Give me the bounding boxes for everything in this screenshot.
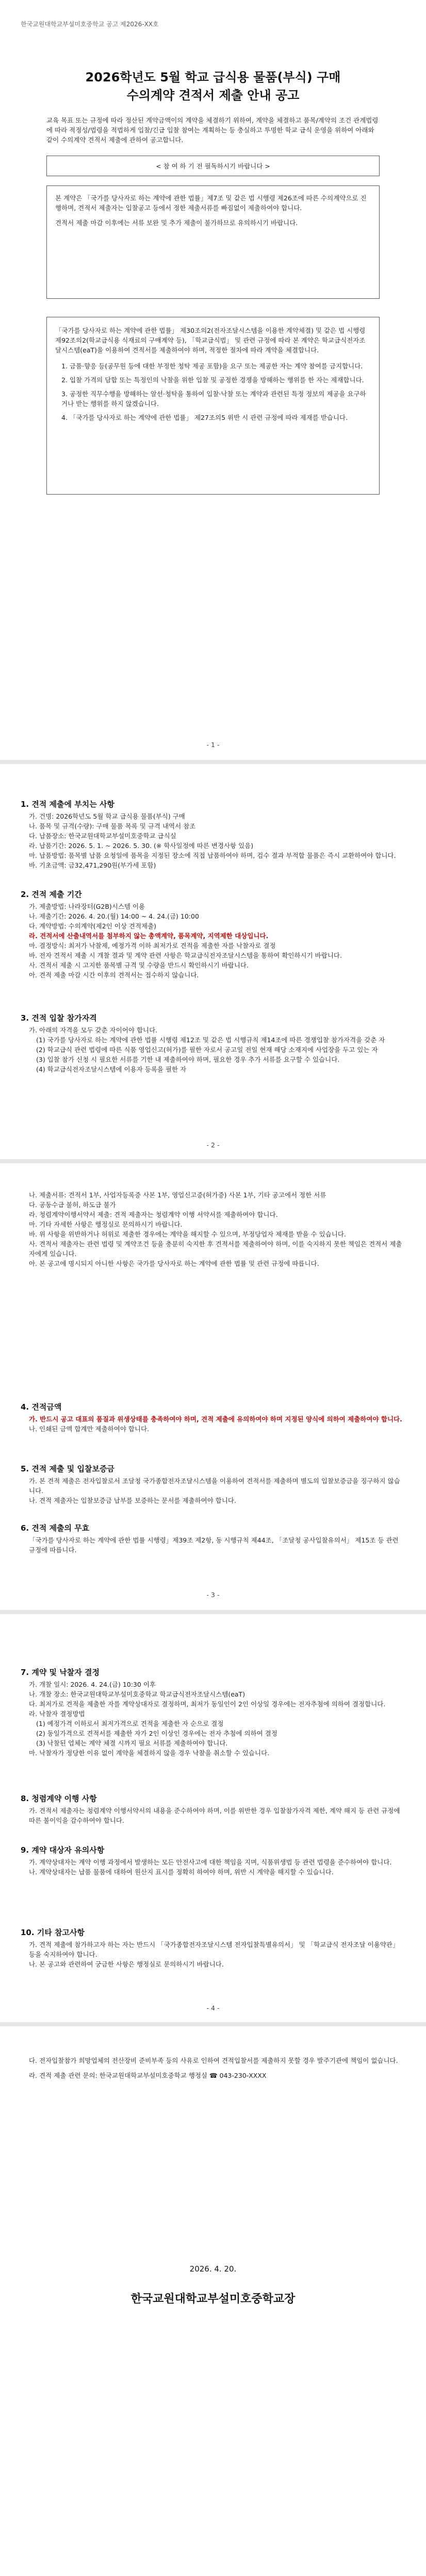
section-6-title: 6. 견적 제출의 무효 xyxy=(21,1523,90,1533)
section-10-list xyxy=(29,1940,405,1969)
section-8-text: 가. 견적서 제출자는 청렴계약 이행서약서의 내용을 준수하여야 하며, 이를 위반한 경우 입찰참가자격 제한, 계약 해지 등 관련 규정에 따른 불이익을 감수하여야 합니다. xyxy=(29,1807,400,1824)
section-10-title: 10. 기타 참고사항 xyxy=(21,1928,85,1937)
notice-box-2 xyxy=(46,317,380,495)
section-2-item: 사. 견적서 제출 시 고지한 품목별 규격 및 수량을 반드시 확인하시기 바랍니다. xyxy=(29,961,249,969)
section-8-title: 8. 청렴계약 이행 사항 xyxy=(21,1794,97,1803)
section-9-title: 9. 계약 대상자 유의사항 xyxy=(21,1845,105,1855)
section-7-item: 가. 개찰 일시: 2026. 4. 24.(금) 10:30 이후 xyxy=(29,1681,156,1688)
closing-notes xyxy=(29,2056,405,2080)
notice-box-1-p2: 견적서 제출 마감 이후에는 서류 보완 및 추가 제출이 불가하므로 유의하시기 바랍니다. xyxy=(55,219,298,227)
section-5-list xyxy=(29,1476,405,1505)
section-7-item: 다. 최저가로 견적을 제출한 자를 계약상대자로 결정하며, 최저가 동일인이 2인 이상일 경우에는 전자추첨에 의하여 결정합니다. xyxy=(29,1700,386,1708)
section-4-title: 4. 견적금액 xyxy=(21,1402,62,1412)
section-3-list xyxy=(29,1025,405,1074)
section-2-item: 마. 결정방식: 최저가 낙찰제, 예정가격 이하 최저가로 견적을 제출한 자를 낙찰자로 결정 xyxy=(29,942,276,950)
section-7-list xyxy=(29,1680,405,1758)
section-3-item: (2) 학교급식 관련 법령에 따른 식품 영업신고(허가)를 필한 자로서 공고일 전일 현재 해당 소재지에 사업장을 두고 있는 자 xyxy=(36,1046,378,1054)
section-6-text: 「국가를 당사자로 하는 계약에 관한 법률 시행령」제39조 제2항, 동 시행규칙 제44조, 「조달청 공사입찰유의서」 제15조 등 관련 규정에 따릅니다. xyxy=(29,1536,399,1554)
notice-list-item: 2. 입찰 가격의 담합 또는 특정인의 낙찰을 위한 입찰 및 공정한 경쟁을 방해하는 행위를 한 자는 제재합니다. xyxy=(61,376,364,384)
section-1-title: 1. 견적 제출에 부치는 사항 xyxy=(21,800,114,809)
intro-paragraph: 교육 목표 또는 규정에 따라 정산된 계약금액이의 계약을 체결하기 위하여, 계약을 체결하고 품목/계약의 조건 관계법령에 따라 적정성/법령을 적법하게 입찰/긴급 입찰 참여는 계획하는 등 충실하고 투명한 학교 급식 운영을 위하여 아래와 같이 수의계약 견적서 제출에 관하여 공고합니다. xyxy=(46,116,379,144)
section-2-item: 아. 견적 제출 마감 시간 이후의 견적서는 접수하지 않습니다. xyxy=(29,971,199,979)
section-3-item: (3) 입찰 참가 신청 시 필요한 서류를 기한 내 제출하여야 하며, 필요한 경우 추가 서류를 요구할 수 있습니다. xyxy=(36,1056,340,1063)
section-1-item: 가. 건명: 2026학년도 5월 학교 급식용 물품(부식) 구매 xyxy=(29,812,185,820)
section-4-list xyxy=(29,1414,405,1434)
page-divider xyxy=(0,1610,426,1614)
section-10-item: 나. 본 공고와 관련하여 궁금한 사항은 행정실로 문의하시기 바랍니다. xyxy=(29,1960,224,1968)
section-2-list xyxy=(29,902,405,980)
section-7-item: (3) 낙찰된 업체는 계약 체결 시까지 필요 서류를 제출하여야 합니다. xyxy=(36,1739,228,1747)
closing-contact: 라. 견적 제출 관련 문의: 한국교원대학교부설미호중학교 행정실 ☎ 043-230-XXXX xyxy=(29,2072,267,2079)
page-divider xyxy=(0,760,426,764)
section-3-title: 3. 견적 입찰 참가자격 xyxy=(21,1013,97,1023)
section-9-item: 가. 계약상대자는 계약 이행 과정에서 발생하는 모든 안전사고에 대한 책임을 지며, 식품위생법 등 관련 법령을 준수하여야 합니다. xyxy=(29,1858,392,1866)
page-number: - 4 - xyxy=(206,2004,220,2012)
section-3b-item: 라. 청렴계약이행서약서 제출: 견적 제출자는 청렴계약 이행 서약서를 제출하여야 합니다. xyxy=(29,1211,278,1218)
page-divider xyxy=(0,1159,426,1163)
page-divider xyxy=(0,2022,426,2026)
notice-list-item: 3. 공정한 직무수행을 방해하는 알선·청탁을 통하여 입찰·낙찰 또는 계약과 관련된 특정 정보의 제공을 요구하거나 받는 행위를 하지 않겠습니다. xyxy=(61,390,366,408)
section-3-item: (1) 국가를 당사자로 하는 계약에 관한 법률 시행령 제12조 및 같은 법 시행규칙 제14조에 따른 경쟁입찰 참가자격을 갖춘 자 xyxy=(36,1036,385,1044)
header-reference: 한국교원대학교부설미호중학교 공고 제2026-XX호 xyxy=(21,21,159,28)
notice-box-1-p1: 본 계약은 「국가를 당사자로 하는 계약에 관한 법률」제7조 및 같은 법 시행령 제26조에 따른 수의계약으로 진행하며, 견적서 제출자는 입찰공고 등에서 정한 제출서류를 빠짐없이 제출하여야 합니다. xyxy=(55,194,367,212)
page-number: - 1 - xyxy=(206,741,220,749)
section-7-item: 나. 개찰 장소: 한국교원대학교부설미호중학교 학교급식전자조달시스템(eaT) xyxy=(29,1690,245,1698)
section-7-item: 마. 낙찰자가 정당한 이유 없이 계약을 체결하지 않을 경우 낙찰을 취소할 수 있습니다. xyxy=(29,1749,270,1757)
issue-date: 2026. 4. 20. xyxy=(189,2264,237,2274)
section-1-item: 바. 기초금액: 금32,471,290원(부가세 포함) xyxy=(29,861,156,869)
section-7-title: 7. 계약 및 낙찰자 결정 xyxy=(21,1668,100,1677)
section-10-item: 가. 견적 제출에 참가하고자 하는 자는 반드시 「국가종합전자조달시스템 전자입찰특별유의서」 및 「학교급식 전자조달 이용약관」 등을 숙지하여야 합니다. xyxy=(29,1941,399,1958)
section-5-item: 가. 본 견적 제출은 전자입찰로서 조달청 국가종합전자조달시스템을 이용하여 견적서를 제출하며 별도의 입찰보증금을 징구하지 않습니다. xyxy=(29,1477,400,1495)
section-3b-list xyxy=(29,1190,405,1268)
notice-header-text: < 참 여 하 기 전 필독하시기 바랍니다 > xyxy=(156,162,270,170)
page-number: - 2 - xyxy=(206,1141,220,1149)
section-2-item: 다. 계약방법: 수의계약(제2인 이상 견적제출) xyxy=(29,922,157,930)
page-number: - 3 - xyxy=(206,1591,220,1599)
section-2-item: 나. 제출기간: 2026. 4. 20.(월) 14:00 ~ 4. 24.(금) 10:00 xyxy=(29,912,199,920)
section-4-item: 나. 인쇄된 금액 합계만 제출하여야 합니다. xyxy=(29,1425,150,1433)
section-3b-item: 아. 본 공고에 명시되지 아니한 사항은 국가를 당사자로 하는 계약에 관한 법률 및 관련 규정에 따릅니다. xyxy=(29,1260,319,1267)
section-1-item: 마. 납품방법: 품목별 납품 요청일에 품목을 지정된 장소에 직접 납품하여야 하며, 검수 결과 부적합 물품은 즉시 교환하여야 합니다. xyxy=(29,852,396,859)
section-2-item: 가. 제출방법: 나라장터(G2B)시스템 이용 xyxy=(29,903,145,910)
section-2-item-highlight: 라. 견적서에 산출내역서를 첨부하지 않는 총액계약, 품목계약, 지역제한 대상입니다. xyxy=(29,932,269,940)
section-9-list xyxy=(29,1857,405,1877)
notice-box-2-p1: 「국가를 당사자로 하는 계약에 관한 법률」 제30조의2(전자조달시스템을 이용한 계약체결) 및 같은 법 시행령 제92조의2(학교급식용 식재료의 구매계약 등), 「학교급식법」 및 관련 규정에 따라 본 계약은 학교급식전자조달시스템(eaT)을 이용하여 견적서를 제출하여야 하며, 적정한 절차에 따라 계약을 체결합니다. xyxy=(55,327,366,354)
notice-box-1 xyxy=(46,185,380,299)
section-1-item: 라. 납품기간: 2026. 5. 1. ~ 2026. 5. 30. (※ 학사일정에 따른 변경사항 있음) xyxy=(29,842,254,850)
section-7-item: 라. 낙찰자 결정방법 xyxy=(29,1710,85,1718)
notice-list-item: 1. 금품·향응 등(공무원 등에 대한 부정한 청탁 제공 포함)을 요구 또는 제공한 자는 계약 참여를 금지합니다. xyxy=(61,362,363,370)
section-4-item-highlight: 가. 반드시 공고 대표의 품질과 위생상태를 충족하여야 하며, 견적 제출에 유의하여야 하며 지정된 양식에 의하여 제출하여야 합니다. xyxy=(29,1415,402,1423)
section-3b-item: 다. 공동수급 불허, 하도급 불가 xyxy=(29,1201,116,1209)
section-3b-item: 나. 제출서류: 견적서 1부, 사업자등록증 사본 1부, 영업신고증(허가증) 사본 1부, 기타 공고에서 정한 서류 xyxy=(29,1191,326,1199)
section-3b-item: 사. 견적서 제출자는 관련 법령 및 계약조건 등을 충분히 숙지한 후 견적서를 제출하여야 하며, 이를 숙지하지 못한 책임은 견적서 제출자에게 있습니다. xyxy=(29,1240,402,1258)
section-2-title: 2. 견적 제출 기간 xyxy=(21,890,82,899)
section-1-item: 다. 납품장소: 한국교원대학교부설미호중학교 급식실 xyxy=(29,832,176,840)
notice-list-item: 4. 「국가를 당사자로 하는 계약에 관한 법률」 제27조의5 위반 시 관련 규정에 따라 제재를 받습니다. xyxy=(61,414,348,421)
page-title-line2: 수의계약 견적서 제출 안내 공고 xyxy=(126,88,300,103)
section-1-list xyxy=(29,811,405,870)
section-5-item: 나. 견적 제출자는 입찰보증금 납부를 보증하는 문서를 제출하여야 합니다. xyxy=(29,1497,236,1504)
section-1-item: 나. 품목 및 규격(수량): 구매 물품 목록 및 규격 내역서 참조 xyxy=(29,822,196,830)
section-3b-item: 마. 기타 자세한 사항은 행정실로 문의하시기 바랍니다. xyxy=(29,1221,183,1228)
page-title-line1: 2026학년도 5월 학교 급식용 물품(부식) 구매 xyxy=(85,70,341,84)
closing-note: 다. 전자입찰참가 희망업체의 전산장비 준비부족 등의 사유로 인하여 견적입찰서를 제출하지 못할 경우 발주기관에 책임이 없습니다. xyxy=(29,2057,398,2064)
section-2-item: 바. 전자 견적서 제출 시 개찰 결과 및 계약 관련 사항은 학교급식전자조달시스템을 통하여 확인하시기 바랍니다. xyxy=(29,952,342,959)
section-3-item: (4) 학교급식전자조달시스템에 이용자 등록을 필한 자 xyxy=(36,1065,187,1073)
section-9-item: 나. 계약상대자는 납품 물품에 대하여 원산지 표시를 정확히 하여야 하며, 위반 시 계약을 해지할 수 있습니다. xyxy=(29,1868,334,1876)
notice-header-box xyxy=(46,156,380,176)
issuer-name: 한국교원대학교부설미호중학교장 xyxy=(130,2293,296,2306)
section-7-item: (2) 동일가격으로 견적서를 제출한 자가 2인 이상인 경우에는 전자 추첨에 의하여 결정 xyxy=(36,1730,277,1737)
section-3-item: 가. 아래의 자격을 모두 갖춘 자이어야 합니다. xyxy=(29,1026,158,1034)
section-3b-item: 바. 위 사항을 위반하거나 허위로 제출한 경우에는 계약을 해지할 수 있으며, 부정당업자 제재를 받을 수 있습니다. xyxy=(29,1230,346,1238)
section-7-item: (1) 예정가격 이하로서 최저가격으로 견적을 제출한 자 순으로 결정 xyxy=(36,1720,224,1727)
section-5-title: 5. 견적 제출 및 입찰보증금 xyxy=(21,1464,114,1473)
